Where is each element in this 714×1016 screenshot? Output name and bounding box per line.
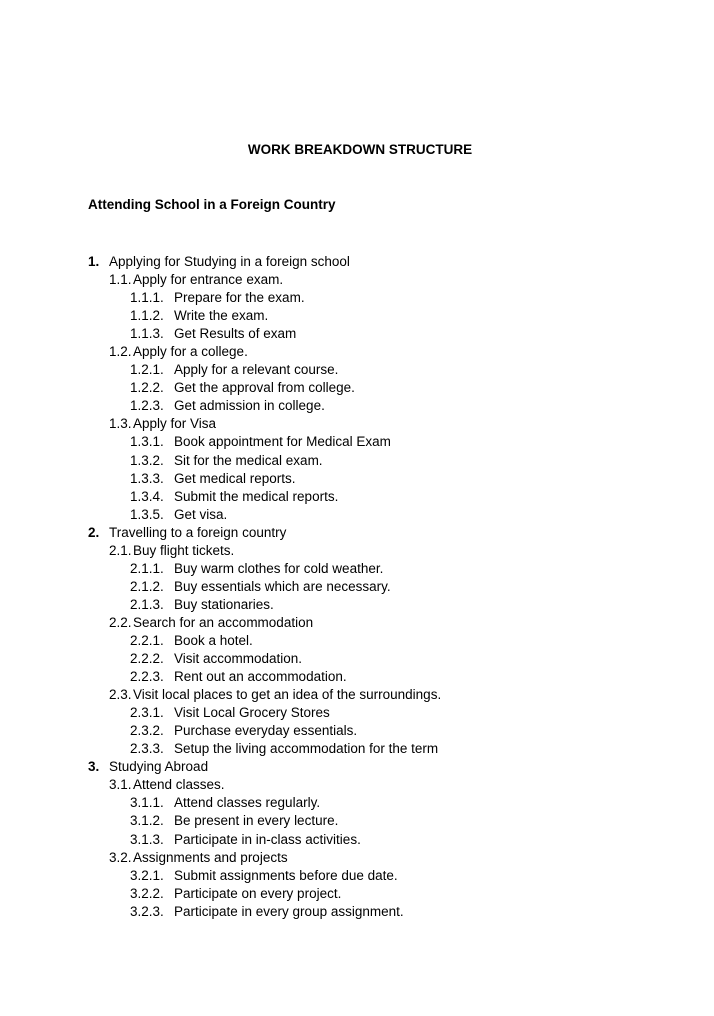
outline-item-number: 2.2.3. [130,669,164,685]
outline-item-text: Purchase everyday essentials. [174,723,358,739]
outline-item-number: 2.3.3. [130,741,164,757]
outline-item-number: 2.1.1. [130,560,164,576]
outline-item-level-3 [88,325,688,343]
outline-item-text: Buy essentials which are necessary. [174,578,391,594]
outline-item-text: Apply for a relevant course. [174,362,339,378]
outline-item-text: Get the approval from college. [174,380,355,396]
outline-item-level-3 [88,650,688,668]
outline-item-number: 2.3.1. [130,705,164,721]
outline-item-text: Assignments and projects [133,849,288,865]
outline-item-level-1 [88,524,688,542]
outline-item-level-3 [88,506,688,524]
outline-item-level-3 [88,885,688,903]
outline-item-level-2 [88,686,688,704]
outline-item-level-3 [88,831,688,849]
outline-item-number: 2.3. [109,687,132,703]
outline-item-level-2 [88,849,688,867]
outline-item-level-3 [88,812,688,830]
outline-item-text: Apply for entrance exam. [133,272,284,288]
outline-item-text: Buy warm clothes for cold weather. [174,560,384,576]
outline-item-number: 3.2.1. [130,867,164,883]
outline-item-number: 1.2.1. [130,362,164,378]
outline-item-level-3 [88,867,688,885]
outline-item-number: 3.1.3. [130,831,164,847]
outline-item-level-3 [88,722,688,740]
outline-item-number: 1.3. [109,416,132,432]
outline-item-number: 1.3.5. [130,506,164,522]
outline-item-level-2 [88,614,688,632]
outline-item-text: Visit Local Grocery Stores [174,705,330,721]
outline-item-number: 2.1.3. [130,596,164,612]
outline-item-number: 1.1.2. [130,308,164,324]
outline-item-level-3 [88,668,688,686]
outline-item-level-3 [88,470,688,488]
outline-item-text: Book appointment for Medical Exam [174,434,391,450]
outline-item-text: Be present in every lecture. [174,813,339,829]
outline-item-text: Participate in every group assignment. [174,903,404,919]
outline-item-number: 1.1.1. [130,290,164,306]
outline-item-number: 2.1. [109,542,132,558]
outline-item-number: 2.1.2. [130,578,164,594]
outline-item-text: Travelling to a foreign country [109,524,287,540]
outline-item-level-2 [88,271,688,289]
outline-item-text: Participate in in-class activities. [174,831,361,847]
outline-item-text: Search for an accommodation [133,614,314,630]
outline-item-number: 1.3.2. [130,452,164,468]
outline-item-number: 1.2. [109,344,132,360]
outline-item-number: 1.1. [109,272,132,288]
outline-item-level-3 [88,488,688,506]
outline-item-text: Apply for Visa [133,416,217,432]
outline-item-level-3 [88,903,688,921]
outline-item-level-3 [88,704,688,722]
outline-item-number: 2.3.2. [130,723,164,739]
wbs-outline [88,253,688,921]
outline-item-text: Write the exam. [174,308,269,324]
outline-item-level-3 [88,794,688,812]
document-subtitle: Attending School in a Foreign Country [88,197,336,212]
outline-item-text: Book a hotel. [174,632,253,648]
outline-item-number: 3.1. [109,777,132,793]
outline-item-text: Visit local places to get an idea of the surroundings. [133,687,442,703]
outline-item-level-3 [88,452,688,470]
outline-item-number: 1.1.3. [130,326,164,342]
outline-item-level-3 [88,632,688,650]
outline-item-level-3 [88,560,688,578]
outline-item-text: Apply for a college. [133,344,248,360]
outline-item-text: Participate on every project. [174,885,342,901]
outline-item-number: 3.2. [109,849,132,865]
outline-item-level-3 [88,379,688,397]
outline-item-number: 3.2.3. [130,903,164,919]
outline-item-level-2 [88,415,688,433]
outline-item-level-2 [88,776,688,794]
document-title: WORK BREAKDOWN STRUCTURE [247,142,473,157]
outline-item-level-2 [88,542,688,560]
outline-item-number: 1. [88,254,100,269]
outline-item-number: 2.2. [109,614,132,630]
outline-item-text: Submit the medical reports. [174,488,339,504]
outline-item-level-1 [88,758,688,776]
outline-item-text: Get visa. [174,506,228,522]
outline-item-number: 1.3.1. [130,434,164,450]
outline-item-text: Get Results of exam [174,326,297,342]
outline-item-level-3 [88,578,688,596]
outline-item-number: 3.2.2. [130,885,164,901]
outline-item-text: Setup the living accommodation for the term [174,741,439,757]
outline-item-number: 2.2.1. [130,632,164,648]
outline-item-level-2 [88,343,688,361]
outline-item-text: Buy flight tickets. [133,542,235,558]
outline-item-level-3 [88,307,688,325]
outline-item-level-3 [88,289,688,307]
outline-item-number: 1.3.3. [130,470,164,486]
outline-item-text: Buy stationaries. [174,596,274,612]
outline-item-level-1 [88,253,688,271]
outline-item-text: Get medical reports. [174,470,296,486]
outline-item-text: Visit accommodation. [174,651,303,667]
outline-item-level-3 [88,361,688,379]
outline-item-text: Sit for the medical exam. [174,452,323,468]
outline-item-level-3 [88,740,688,758]
outline-item-number: 1.2.2. [130,380,164,396]
outline-item-text: Applying for Studying in a foreign school [109,254,350,269]
outline-item-number: 1.3.4. [130,488,164,504]
outline-item-number: 3. [88,759,100,775]
outline-item-text: Attend classes. [133,777,225,793]
outline-item-text: Rent out an accommodation. [174,669,347,685]
outline-item-text: Get admission in college. [174,398,325,414]
outline-item-number: 2. [88,524,100,540]
outline-item-number: 2.2.2. [130,651,164,667]
outline-item-text: Attend classes regularly. [174,795,321,811]
outline-item-number: 3.1.1. [130,795,164,811]
outline-item-number: 3.1.2. [130,813,164,829]
outline-item-text: Studying Abroad [109,759,209,775]
outline-item-text: Submit assignments before due date. [174,867,398,883]
outline-item-level-3 [88,433,688,451]
outline-item-level-3 [88,397,688,415]
outline-item-number: 1.2.3. [130,398,164,414]
outline-item-level-3 [88,596,688,614]
outline-item-text: Prepare for the exam. [174,290,305,306]
